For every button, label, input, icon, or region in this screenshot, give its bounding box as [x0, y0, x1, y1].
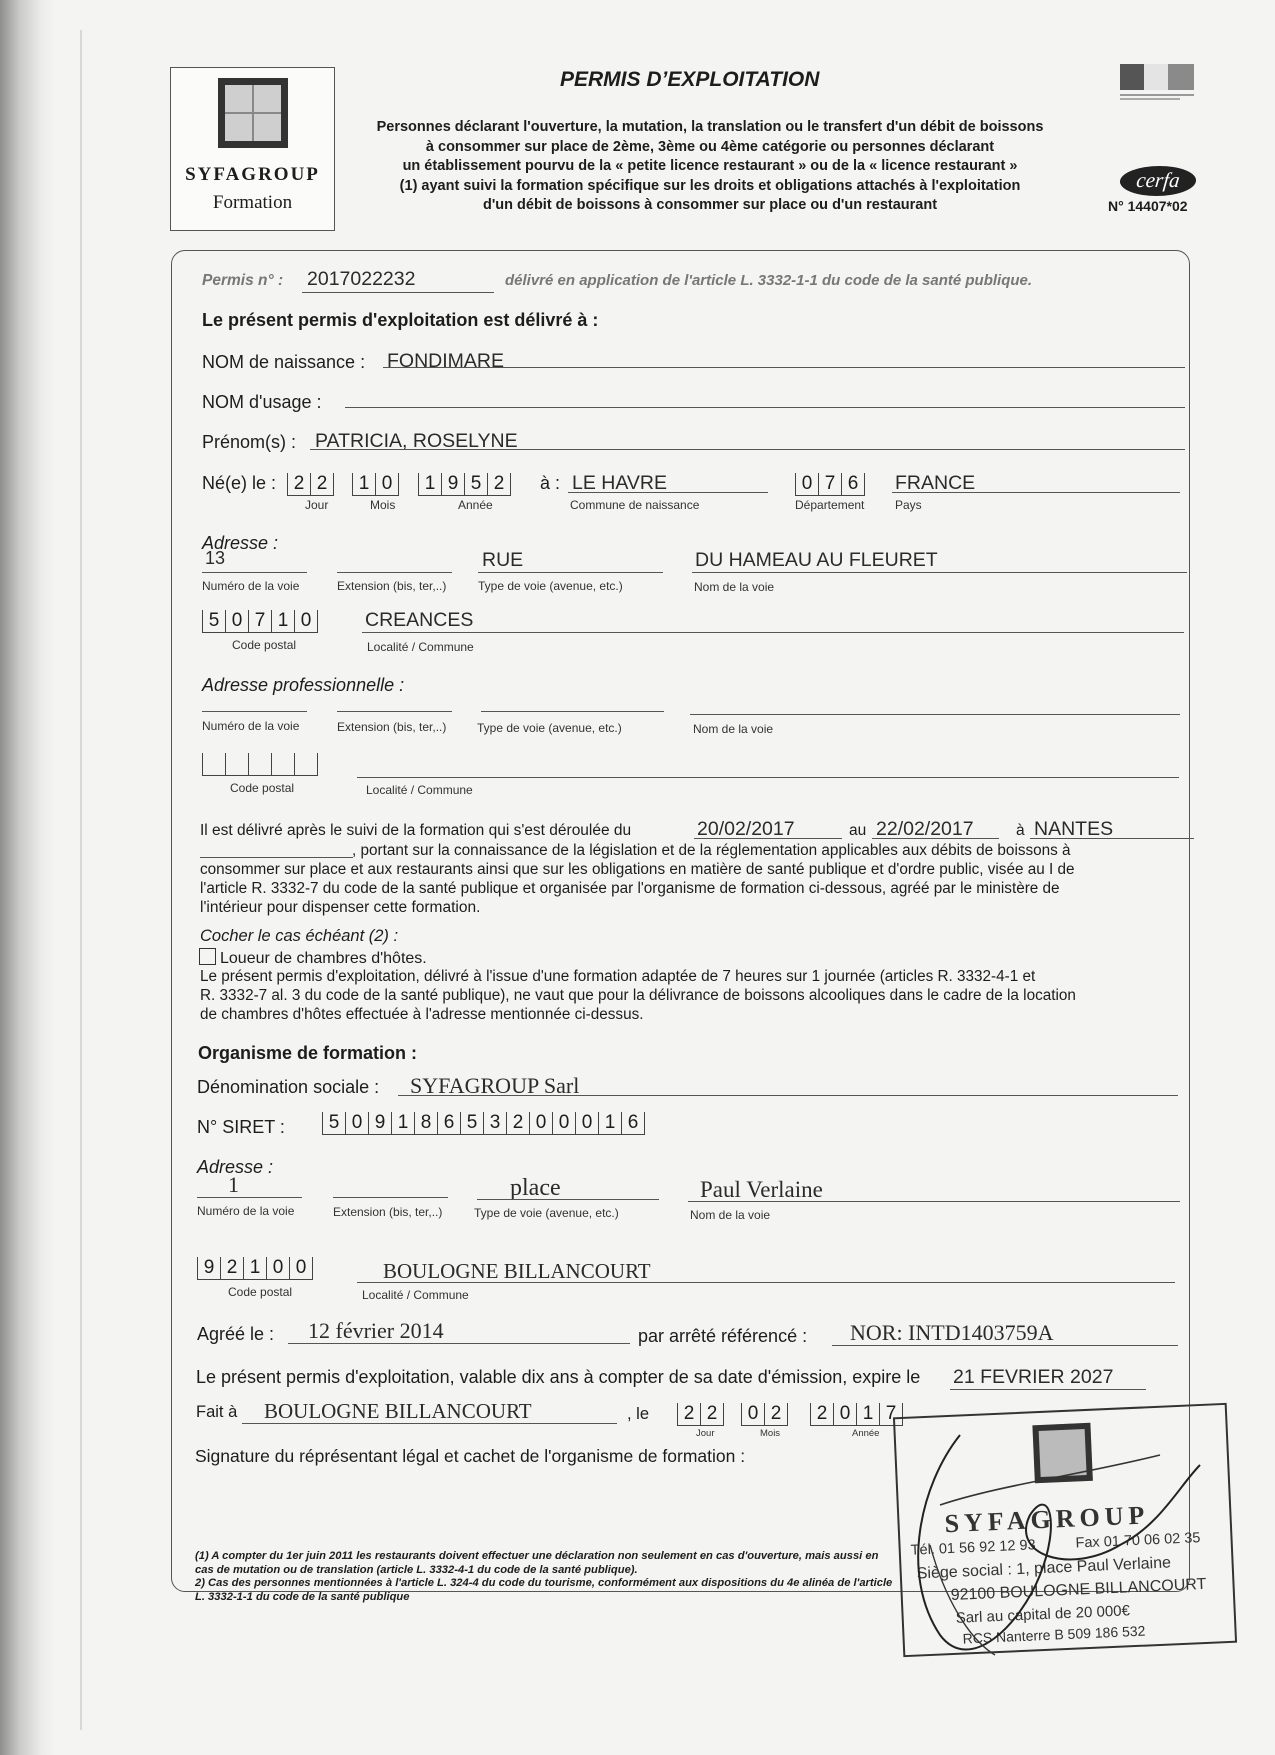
digit-box: 0 — [741, 1403, 764, 1426]
cerfa-number: N° 14407*02 — [1108, 198, 1188, 214]
training-place: NANTES — [1034, 818, 1114, 840]
first-names-value: PATRICIA, ROSELYNE — [315, 430, 518, 452]
year-caption: Année — [458, 498, 493, 512]
address-number: 13 — [205, 548, 226, 568]
born-label: Né(e) le : — [202, 473, 277, 493]
birth-year-boxes — [418, 472, 511, 496]
address-label: Adresse : — [202, 533, 279, 553]
caption-city: Localité / Commune — [367, 640, 474, 654]
training-text-3: consommer sur place et aux restaurants ainsi que sur les obligations en matière de santé publique et d'ordre public, visée au I de — [200, 861, 1075, 878]
birth-at-label: à : — [540, 473, 561, 493]
permit-article: délivré en application de l'article L. 3332-1-1 du code de la santé publique. — [505, 272, 1033, 289]
org-type-line — [477, 1199, 659, 1200]
issue-month-boxes — [741, 1402, 788, 1426]
logo-org-name: SYFAGROUP — [185, 164, 320, 185]
digit-box: 9 — [441, 473, 464, 496]
birth-day-boxes — [287, 472, 334, 496]
scan-shadow — [0, 0, 55, 1755]
caption-extension: Extension (bis, ter,..) — [337, 579, 447, 593]
permit-number-label: Permis n° : — [202, 272, 284, 289]
stamp-fax: Fax 01 70 06 02 35 — [1075, 1530, 1201, 1552]
case-line-2: R. 3332-7 al. 3 du code de la santé publique), ne vaut que pour la délivrance de boissons alcooliques dans le cadre de la location — [200, 987, 1076, 1004]
pro-extension-line — [337, 711, 452, 712]
country-value: FRANCE — [895, 472, 976, 494]
address-extension-line — [337, 572, 452, 573]
training-from-date: 20/02/2017 — [697, 818, 795, 840]
birth-name-line — [383, 367, 1185, 368]
digit-box: 7 — [248, 610, 271, 633]
arrete-label: par arrêté référencé : — [638, 1326, 808, 1346]
digit-box: 1 — [418, 473, 441, 496]
digit-box: 1 — [598, 1112, 621, 1135]
issue-day-boxes — [677, 1402, 724, 1426]
training-text-2: , portant sur la connaissance de la législation et de la réglementation applicables aux débits de boissons à — [352, 842, 1071, 859]
digit-box: 2 — [287, 473, 310, 496]
caption-name: Nom de la voie — [694, 580, 775, 594]
birth-commune-value: LE HAVRE — [572, 472, 668, 494]
le-label: , le — [627, 1405, 650, 1423]
day-caption: Jour — [305, 498, 329, 512]
training-to-date: 22/02/2017 — [876, 818, 974, 840]
org-street-name: Paul Verlaine — [700, 1177, 823, 1202]
footnote-1-line-a: (1) A compter du 1er juin 2011 les restaurants doivent effectuer une déclaration non seulement en cas d'ouverture, mais aussi en — [195, 1550, 879, 1562]
address-type-line — [478, 572, 663, 573]
denomination-label: Dénomination sociale : — [197, 1077, 380, 1097]
syfagroup-logo — [170, 67, 335, 231]
subtitle-line: (1) ayant suivi la formation spécifique sur les droits et obligations attachés à l'exploitation — [399, 177, 1021, 194]
validity-text: Le présent permis d'exploitation, valable dix ans à compter de sa date d'émission, expire le — [196, 1367, 921, 1387]
training-blank-line — [200, 857, 353, 858]
stamp-company-name: SYFAGROUP — [943, 1500, 1150, 1539]
digit-box: 2 — [700, 1403, 724, 1426]
org-address-number: 1 — [228, 1172, 239, 1197]
issued-to-heading: Le présent permis d'exploitation est délivré à : — [202, 310, 599, 330]
first-names-label: Prénom(s) : — [202, 432, 297, 452]
cerfa-logo: cerfa — [1118, 166, 1197, 196]
address-city-line — [362, 632, 1184, 633]
training-from-line — [694, 838, 842, 839]
training-text-5: l'intérieur pour dispenser cette formation. — [200, 899, 481, 916]
case-label: Cocher le cas échéant (2) : — [200, 927, 399, 945]
address-street-type: RUE — [482, 549, 524, 571]
month-caption: Mois — [370, 498, 396, 512]
digit-box: 5 — [322, 1112, 345, 1135]
caption-postal: Code postal — [230, 781, 295, 795]
org-postal-boxes — [197, 1256, 313, 1280]
address-city: CREANCES — [365, 609, 474, 631]
caption-number: Numéro de la voie — [197, 1204, 295, 1218]
digit-box: 5 — [202, 610, 225, 633]
expiry-line — [950, 1389, 1146, 1390]
permit-number: 2017022232 — [307, 268, 416, 290]
digit-box: 2 — [506, 1112, 529, 1135]
digit-box — [248, 753, 271, 776]
fait-place-line — [242, 1423, 617, 1424]
digit-box — [225, 753, 248, 776]
training-text-4: l'article R. 3332-7 du code de la santé publique et organisée par l'organisme de formation ci-dessous, agréé par le ministère de — [200, 880, 1060, 897]
org-name-line — [688, 1201, 1180, 1202]
expiry-date: 21 FEVRIER 2027 — [953, 1366, 1114, 1388]
digit-box: 0 — [289, 1257, 313, 1280]
digit-box — [294, 753, 318, 776]
signature-label: Signature du réprésentant légal et cachet de l'organisme de formation : — [195, 1446, 746, 1466]
usage-name-line — [345, 407, 1185, 408]
digit-box — [202, 753, 225, 776]
year-caption: Année — [852, 1428, 880, 1439]
stamp-city: 92100 BOULOGNE BILLANCOURT — [950, 1575, 1207, 1605]
digit-box: 1 — [856, 1403, 879, 1426]
case-line-1: Le présent permis d'exploitation, délivré à l'issue d'une formation adaptée de 7 heures sur 1 journée (articles R. 3332-4-1 et — [200, 968, 1036, 985]
digit-box: 3 — [483, 1112, 506, 1135]
digit-box: 0 — [552, 1112, 575, 1135]
department-caption: Département — [795, 498, 865, 512]
chambres-hotes-option[interactable] — [199, 948, 427, 968]
digit-box: 1 — [243, 1257, 266, 1280]
digit-box: 0 — [529, 1112, 552, 1135]
chambres-hotes-label: Loueur de chambres d'hôtes. — [220, 950, 427, 967]
digit-box: 6 — [437, 1112, 460, 1135]
subtitle-line: d'un débit de boissons à consommer sur place ou d'un restaurant — [482, 197, 938, 213]
month-caption: Mois — [760, 1428, 781, 1439]
digit-box: 0 — [266, 1257, 289, 1280]
stamp-capital: Sarl au capital de 20 000€ — [955, 1602, 1131, 1627]
address-number-line — [202, 572, 307, 573]
pro-name-line — [690, 714, 1180, 715]
stamp-hq: Siège social : 1, place Paul Verlaine — [916, 1554, 1172, 1583]
org-extension-line — [333, 1197, 448, 1198]
arrete-reference: NOR: INTD1403759A — [850, 1320, 1054, 1345]
training-place-line — [1030, 838, 1194, 839]
commune-caption: Commune de naissance — [570, 498, 700, 512]
pro-address-label: Adresse professionnelle : — [202, 675, 405, 695]
day-caption: Jour — [696, 1428, 715, 1439]
digit-box: 0 — [225, 610, 248, 633]
country-caption: Pays — [895, 498, 922, 512]
digit-box: 1 — [271, 610, 294, 633]
digit-box: 2 — [810, 1403, 833, 1426]
handwritten-signature — [900, 1425, 1220, 1665]
caption-type: Type de voie (avenue, etc.) — [478, 579, 623, 593]
address-name-line — [692, 572, 1187, 573]
caption-type: Type de voie (avenue, etc.) — [477, 721, 622, 735]
digit-box: 0 — [833, 1403, 856, 1426]
footnote-2-line-b: L. 3332-1-1 du code de la santé publique — [195, 1590, 410, 1603]
caption-city: Localité / Commune — [362, 1288, 469, 1302]
issue-year-boxes — [810, 1402, 903, 1426]
agree-date: 12 février 2014 — [308, 1318, 444, 1343]
caption-city: Localité / Commune — [366, 783, 473, 797]
arrete-line — [832, 1345, 1178, 1346]
digit-box: 7 — [818, 473, 841, 496]
digit-box: 1 — [391, 1112, 414, 1135]
training-to-line — [872, 838, 999, 839]
postal-code-boxes — [202, 609, 318, 633]
footnote-1 — [195, 1550, 892, 1604]
digit-box: 0 — [345, 1112, 368, 1135]
digit-box — [271, 753, 294, 776]
subtitle-line: Personnes déclarant l'ouverture, la mutation, la translation ou le transfert d'un débit de boissons — [376, 119, 1044, 135]
caption-extension: Extension (bis, ter,..) — [333, 1205, 443, 1219]
fait-label: Fait à — [196, 1403, 238, 1421]
siret-boxes — [322, 1111, 645, 1135]
digit-box: 5 — [464, 473, 487, 496]
subtitle-line: un établissement pourvu de la « petite licence restaurant » ou de la « licence restaurant » — [402, 158, 1018, 174]
caption-name: Nom de la voie — [690, 1208, 771, 1222]
republique-marianne-icon — [1118, 64, 1198, 102]
logo-org-sub: Formation — [212, 192, 293, 213]
stamp-phone: Tél. 01 56 92 12 93 — [910, 1537, 1036, 1559]
subtitle-line: à consommer sur place de 2ème, 3ème ou 4ème catégorie ou personnes déclarant — [425, 138, 995, 155]
pro-type-line — [481, 711, 664, 712]
digit-box: 1 — [352, 473, 375, 496]
denomination-value: SYFAGROUP Sarl — [410, 1073, 580, 1098]
window-logo-icon — [218, 78, 288, 148]
caption-postal: Code postal — [232, 638, 297, 652]
stamp-rcs: RCS Nanterre B 509 186 532 — [962, 1622, 1146, 1647]
siret-label: N° SIRET : — [197, 1117, 285, 1137]
org-street-type: place — [510, 1175, 561, 1201]
footnote-1-line-b: cas de mutation ou de translation (article L. 3332-4-1 du code de la santé publique). — [195, 1563, 638, 1576]
digit-box: 2 — [764, 1403, 788, 1426]
permit-number-line — [302, 292, 494, 293]
training-a: à — [1016, 822, 1025, 839]
digit-box: 2 — [487, 473, 511, 496]
agree-label: Agréé le : — [197, 1324, 275, 1344]
digit-box: 6 — [841, 473, 865, 496]
org-city: BOULOGNE BILLANCOURT — [383, 1259, 651, 1283]
birth-month-boxes — [352, 472, 399, 496]
address-street-name: DU HAMEAU AU FLEURET — [695, 549, 938, 571]
digit-box: 2 — [310, 473, 334, 496]
chambres-hotes-checkbox[interactable] — [199, 948, 216, 965]
caption-type: Type de voie (avenue, etc.) — [474, 1206, 619, 1220]
denomination-line — [398, 1095, 1178, 1096]
organisme-heading: Organisme de formation : — [198, 1043, 418, 1063]
footnote-2-line-a: 2) Cas des personnes mentionnées à l'article L. 324-4 du code du tourisme, conformément aux dispositions du 4e alinéa de l'article — [195, 1577, 893, 1589]
digit-box: 0 — [795, 473, 818, 496]
pro-number-line — [202, 711, 307, 712]
document-title: PERMIS D’EXPLOITATION — [560, 68, 820, 91]
usage-name-label: NOM d'usage : — [202, 392, 322, 412]
caption-extension: Extension (bis, ter,..) — [337, 720, 447, 734]
digit-box: 0 — [294, 610, 318, 633]
digit-box: 5 — [460, 1112, 483, 1135]
digit-box: 0 — [375, 473, 399, 496]
digit-box: 2 — [220, 1257, 243, 1280]
agree-date-line — [288, 1343, 630, 1344]
training-text-1: Il est délivré après le suivi de la formation qui s'est déroulée du — [200, 822, 632, 839]
caption-name: Nom de la voie — [693, 722, 774, 736]
document-subtitle — [335, 118, 1085, 216]
digit-box: 9 — [197, 1257, 220, 1280]
birth-name-label: NOM de naissance : — [202, 352, 366, 372]
org-city-line — [357, 1282, 1175, 1283]
digit-box: 8 — [414, 1112, 437, 1135]
digit-box: 7 — [879, 1403, 903, 1426]
country-line — [892, 492, 1180, 493]
digit-box: 0 — [575, 1112, 598, 1135]
first-names-line — [310, 449, 1185, 450]
case-line-3: de chambres d'hôtes effectuée à l'adresse mentionnée ci-dessus. — [200, 1006, 644, 1023]
fait-place: BOULOGNE BILLANCOURT — [264, 1399, 532, 1423]
caption-number: Numéro de la voie — [202, 719, 300, 733]
pro-postal-boxes — [202, 752, 318, 776]
birth-name-value: FONDIMARE — [387, 350, 504, 372]
digit-box: 2 — [677, 1403, 700, 1426]
digit-box: 6 — [621, 1112, 645, 1135]
pro-city-line — [357, 777, 1179, 778]
org-number-line — [197, 1197, 302, 1198]
department-boxes — [795, 472, 865, 496]
training-au: au — [849, 822, 867, 839]
birth-commune-line — [568, 492, 768, 493]
scan-fold-line — [80, 30, 82, 1730]
digit-box: 9 — [368, 1112, 391, 1135]
caption-number: Numéro de la voie — [202, 579, 300, 593]
caption-postal: Code postal — [228, 1285, 293, 1299]
org-address-label: Adresse : — [197, 1157, 274, 1177]
